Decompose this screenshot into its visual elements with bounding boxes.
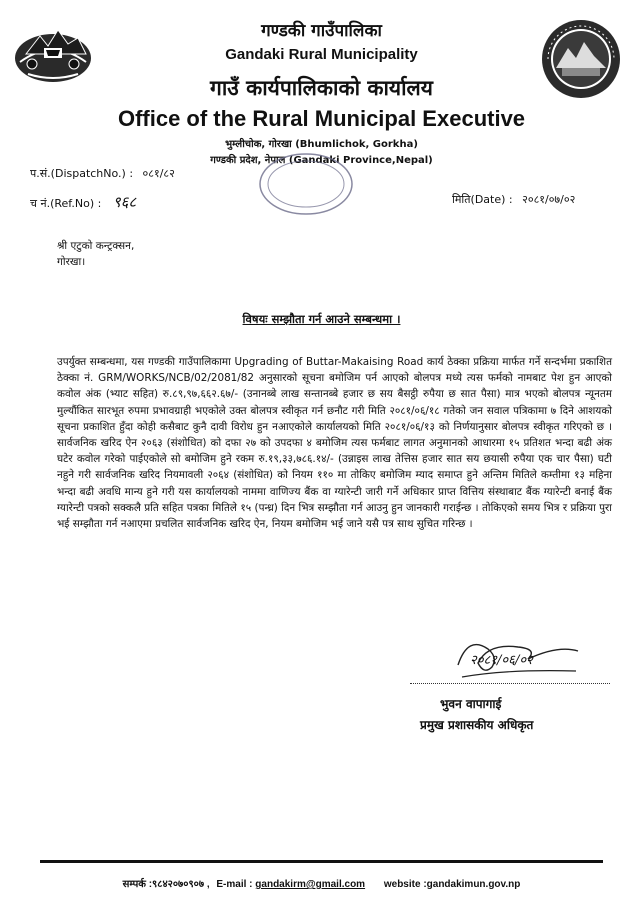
footer-website[interactable]: website :gandakimun.gov.np (383, 879, 521, 890)
footer-email-label: E-mail : (216, 879, 253, 890)
signatory-name: भुवन वापागाई (440, 697, 502, 711)
office-name-np: गाउँ कार्यपालिकाको कार्यालय (210, 76, 433, 100)
date-label: मिति(Date) : (452, 193, 513, 206)
subject-text: विषयः सम्झौता गर्न आउने सम्बन्धमा । (242, 312, 401, 326)
ref-value: ९६८ (112, 193, 137, 211)
footer-email-link[interactable]: gandakirm@gmail.com (255, 879, 366, 890)
address-line-1: भुम्लीचोक, गोरखा (Bhumlichok, Gorkha) (225, 139, 418, 150)
office-stamp (252, 148, 360, 218)
recipient-name: श्री एटुको कन्ट्रक्सन, (57, 240, 135, 252)
footer-phone: सम्पर्क :९८४२०७०९०७ , (122, 879, 210, 890)
signature-date: २०८१/०६/०२ (470, 653, 533, 668)
address-line-2: गण्डकी प्रदेश, नेपाल (Gandaki Province,Nepal) (210, 155, 433, 166)
subject-line (0, 312, 643, 327)
ref-label: च नं.(Ref.No) : (30, 197, 102, 210)
recipient-block (57, 238, 134, 270)
letter-date (452, 192, 575, 207)
recipient-address: गोरखा। (57, 256, 86, 268)
letter-body: उपर्युक्त सम्बन्धमा, यस गण्डकी गाउँपालिकामा Upgrading of Buttar-Makaising Road कार्य ठेक्का प्रक्रिया मार्फत गर्ने सन्दर्भमा प्रकाशित ठेक्का नं. GRM/WORKS/NCB/02/2081/82 अनुसारको सूचना बमोजिम पर्न आएको बोलपत्र मध्ये त्यस फर्मको नामबाट पेश हुन आएको कवोल अंक (भ्याट सहित) रु.८९,९७,६६२.६७/- (उनानब्बे लाख सन्तानब्बे हजार छ सय बैसट्ठी रुपैया छ सात पैसा) मात्र भएको बोलपत्र न्यूनतम मुल्यौंकित सारभूत रुपमा प्रभावग्राही भएकोले उक्त बोलपत्र स्वीकृत गर्न छनौट गरी मिति २०८१/०६/१८ गतेको जन सवाल पत्रिकामा ७ दिने आशयको सूचना प्रकाशित हुँदा कोही कसैबाट कुनै दावी विरोध हुन नआएकोले कार्यालयको मिति २०८१/०६/१३ को निर्णयानुसार बोलपत्र स्वीकृत गरिएको छ । सार्वजनिक खरिद ऐन २०६३ (संशोधित) को दफा २७ को उपदफा ४ बमोजिम त्यस फर्मबाट लागत अनुमानको आधारमा १५ प्रतिशत भन्दा बढी अंक घटेर कवोल गरेको पाईएकोले सो बमोजिम हुने रकम रु.१९,३३,७८६.१४/- (उन्नाइस लाख तेत्तिस हजार सात सय छयासी रुपैया एक चार पैसा) घटी नहुने गरी सार्वजनिक खरिद नियमावली २०६४ (संशोधित) को नियम ११० मा तोकिए बमोजिम म्याद समाप्त हुने अन्तिम मितिले कम्तीमा १३ महिना भन्दा बढी अवधि मान्य हुने गरी यस कार्यालयको नाममा वाणिज्य बैंक वा ग्यारेन्टी जारी गर्ने अधिकार प्राप्त वित्तिय संस्थाबाट बैंक ग्यारेन्टी बनाई बैंक ग्यारेन्टी पत्रको सक्कलै प्रति सहित पत्रका मितिले १५ (पन्ध्र) दिन भित्र सम्झौता गर्न आउनु हुन जानकारी गराईन्छ । तोकिएको समय भित्र र प्रक्रिया पुरा भई सम्झौता गर्न नआएमा प्रचलित सार्वजनिक खरिद ऐन, नियम बमोजिम भई जाने यसै पत्र साथ सुचित गरिन्छ । (57, 356, 612, 531)
dispatch-number (30, 166, 175, 181)
date-value: २०८१/०७/०२ (522, 193, 576, 206)
ref-number (30, 192, 136, 212)
footer-contact (0, 876, 643, 890)
dispatch-label: प.सं.(DispatchNo.) : (30, 167, 134, 180)
signatory-title: प्रमुख प्रशासकीय अधिकृत (420, 718, 534, 732)
office-name-en: Office of the Rural Municipal Executive (117, 106, 526, 131)
dispatch-value: ०८१/८२ (142, 167, 175, 180)
footer-divider (40, 860, 603, 863)
signature-line (410, 683, 610, 684)
municipality-name-en: Gandaki Rural Municipality (225, 46, 418, 63)
nepal-emblem-icon (12, 18, 94, 84)
municipality-name-np: गण्डकी गाउँपालिका (261, 21, 382, 41)
